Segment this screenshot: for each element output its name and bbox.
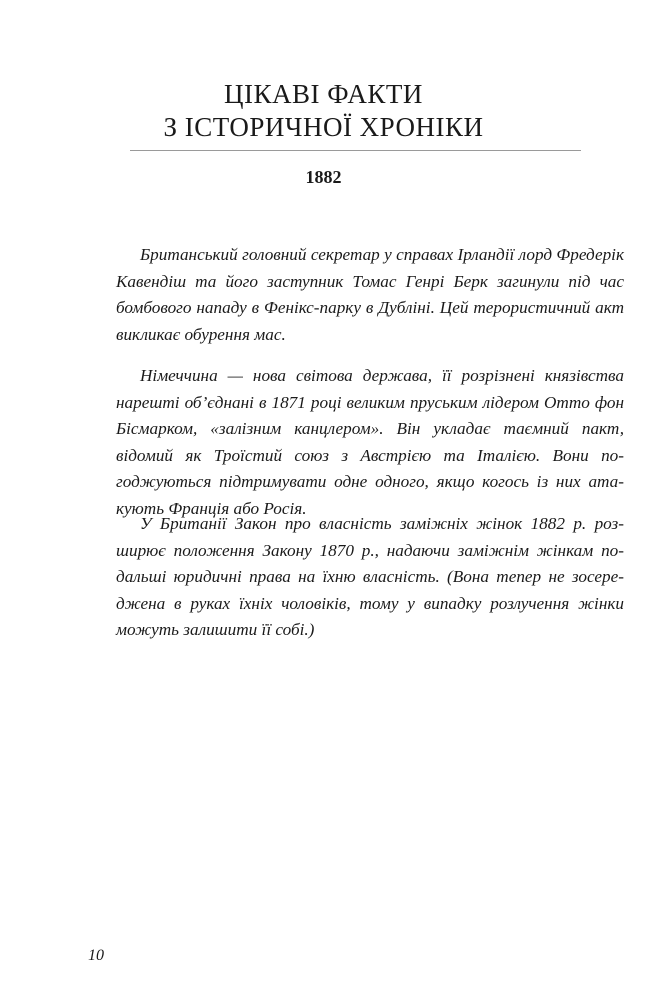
- year-heading: 1882: [305, 167, 342, 187]
- chapter-title: [0, 78, 647, 144]
- chapter-title-line-2: З ІСТОРИЧНОЇ ХРОНІКИ: [163, 112, 484, 142]
- paragraph-cavendish: Британський головний секретар у справах Ірландії лорд Фредерік Кавендіш та його заступник Томас Генрі Берк загинули під час бомбового нападу в Фенікс-парку в Дубліні. Цей терористичний акт викликає обурення мас.: [116, 245, 624, 344]
- chapter-title-line-1: ЦІКАВІ ФАКТИ: [224, 79, 423, 109]
- paragraph-germany: Німеччина — нова світова держава, її розрізнені князівства нарешті об’єднані в 1871 році великим пруським лідером Отто фон Бісмарком, «залізним канцлером». Він укладає таємний пакт, відомий як Троїстий союз з Австрією та Італією. Вони погоджуються підтримувати одне одного, якщо когось із них атакують Франція або Росія.: [116, 366, 624, 518]
- title-divider: [130, 150, 581, 151]
- paragraph-property-act: У Британії Закон про власність заміжніх жінок 1882 р. розширює положення Закону 1870 р., надаючи заміжнім жінкам подальші юридичні права на їхню власність. (Вона тепер не зосереджена в руках їхніх чоловіків, тому у випадку розлучення жінки можуть залишити її собі.): [116, 514, 624, 639]
- page-number: 10: [88, 947, 104, 964]
